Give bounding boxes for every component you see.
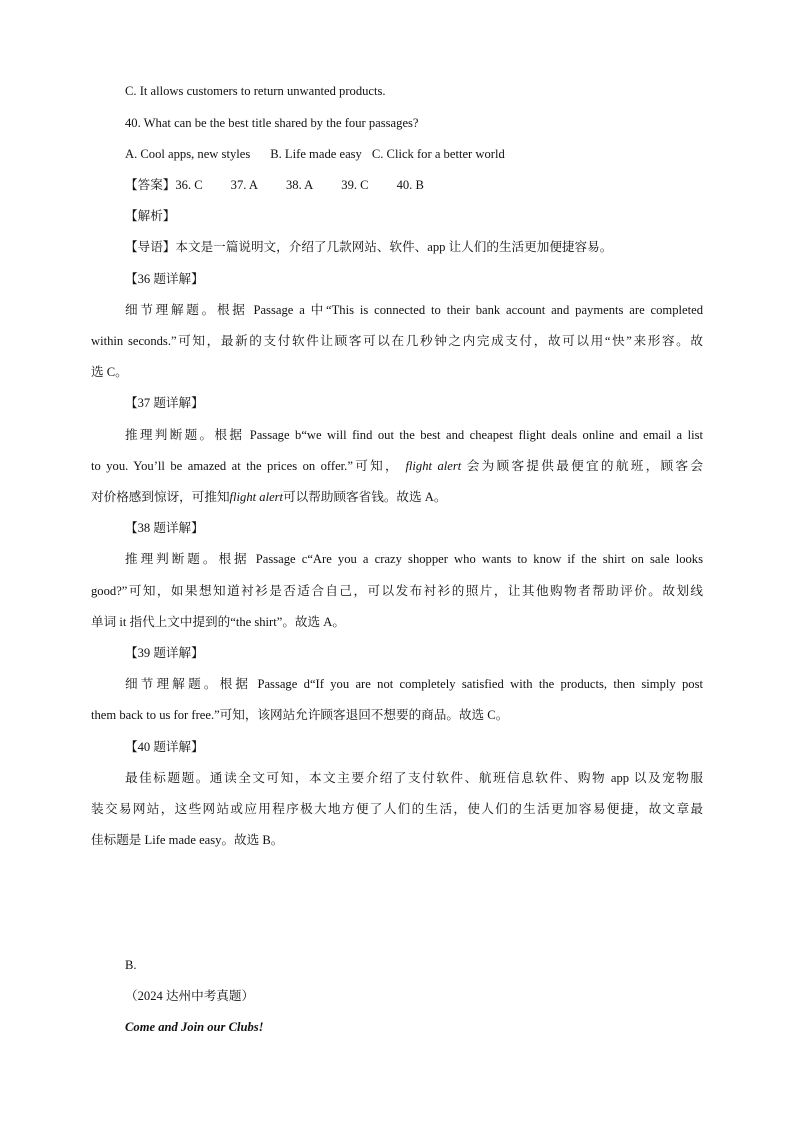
q39-line-1: 细节理解题。根据 Passage d“If you are not completely satisfied with the products, then simply post (125, 677, 703, 691)
guide-text: 【导语】本文是一篇说明文，介绍了几款网站、软件、app 让人们的生活更加便捷容易。 (125, 240, 613, 254)
q36-heading: 【36 题详解】 (125, 272, 204, 286)
q40-option-a: A. Cool apps, new styles (125, 147, 251, 161)
q36-line-1: 细节理解题。根据 Passage a 中“This is connected to their bank account and payments are completed (125, 303, 703, 317)
q40-heading: 【40 题详解】 (125, 740, 204, 754)
answer-38: 38. A (285, 178, 314, 192)
q39-line-2: them back to us for free.”可知，该网站允许顾客退回不想要的商品。故选 C。 (91, 708, 509, 722)
q40-options (125, 144, 703, 164)
section-b-title: Come and Join our Clubs! (125, 1020, 264, 1034)
q38-line-1: 推理判断题。根据 Passage c“Are you a crazy shopper who wants to know if the shirt on sale looks (125, 552, 703, 566)
q37-line-2: to you. You’ll be amazed at the prices on offer.”可知， flight alert 会为顾客提供最便宜的航班，顾客会 (91, 459, 703, 473)
answer-key (125, 175, 703, 195)
flight-alert-term-2: flight alert (229, 490, 284, 504)
q37-line-1: 推理判断题。根据 Passage b“we will find out the best and cheapest flight deals online and email a list (125, 428, 703, 442)
answer-40: 40. B (396, 178, 424, 192)
q39-option-c: C. It allows customers to return unwanted products. (125, 84, 386, 98)
section-b-label: B. (125, 958, 137, 972)
q36-line-2: within seconds.”可知，最新的支付软件让顾客可以在几秒钟之内完成支付，故可以用“快”来形容。故 (91, 334, 703, 348)
q40-option-c: C. Click for a better world (371, 147, 505, 161)
q38-heading: 【38 题详解】 (125, 521, 204, 535)
section-b-source: （2024 达州中考真题） (125, 989, 255, 1003)
q40-line-3: 佳标题是 Life made easy。故选 B。 (91, 833, 284, 847)
flight-alert-term: flight alert (405, 459, 462, 473)
q40-line-2: 装交易网站，这些网站或应用程序极大地方便了人们的生活，使人们的生活更加容易便捷，故文章最 (91, 802, 703, 816)
analysis-label: 【解析】 (125, 209, 176, 223)
q38-line-2: good?”可知，如果想知道衬衫是否适合自己，可以发布衬衫的照片，让其他购物者帮助评价。故划线 (91, 584, 703, 598)
q40-line-1: 最佳标题题。通读全文可知，本文主要介绍了支付软件、航班信息软件、购物 app 以及宠物服 (125, 771, 703, 785)
answer-37: 37. A (230, 178, 258, 192)
q40-stem: 40. What can be the best title shared by the four passages? (125, 116, 419, 130)
q38-line-3: 单词 it 指代上文中提到的“the shirt”。故选 A。 (91, 615, 345, 629)
q37-heading: 【37 题详解】 (125, 396, 204, 410)
q39-heading: 【39 题详解】 (125, 646, 204, 660)
q36-line-3: 选 C。 (91, 365, 128, 379)
answer-label: 【答案】 (125, 178, 176, 192)
q40-option-b: B. Life made easy (270, 147, 362, 161)
answer-36: 36. C (175, 178, 203, 192)
answer-39: 39. C (341, 178, 369, 192)
q37-line-3: 对价格感到惊讶，可推知flight alert可以帮助顾客省钱。故选 A。 (91, 490, 447, 504)
